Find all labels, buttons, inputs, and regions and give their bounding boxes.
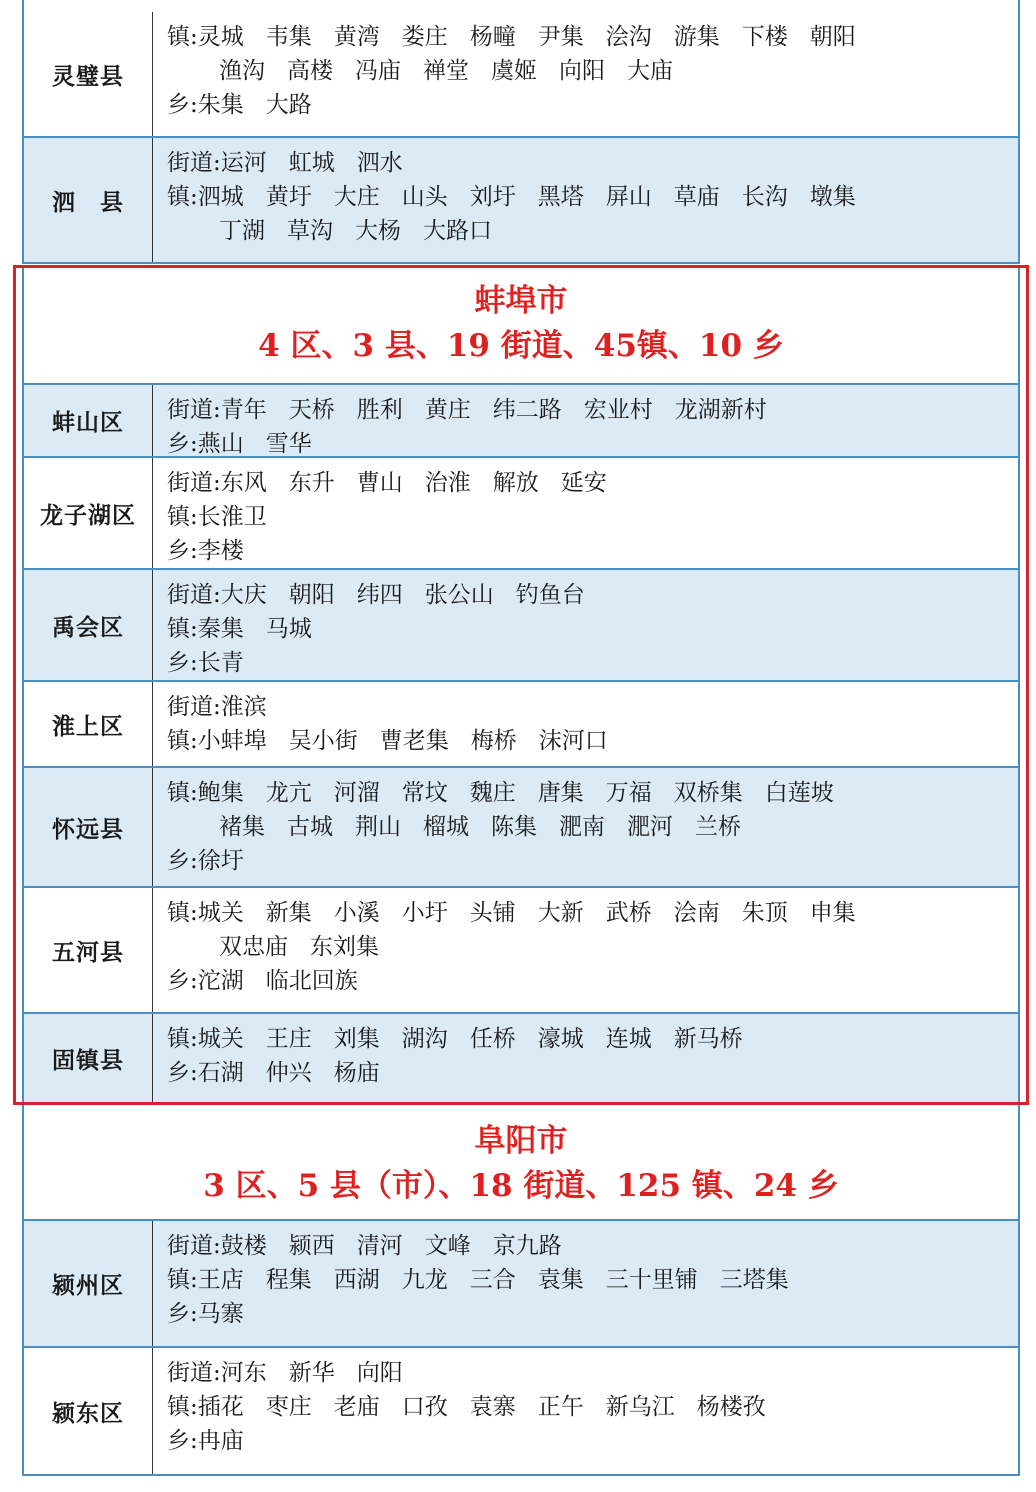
division-type-label: 乡: <box>167 92 198 118</box>
table-row <box>22 138 1020 264</box>
division-item: 徐圩 <box>197 848 244 874</box>
division-item: 头铺 <box>469 900 516 926</box>
division-type-label: 街道: <box>167 1360 221 1386</box>
division-item: 石湖 <box>197 1060 244 1086</box>
division-line <box>167 1297 1018 1331</box>
division-item: 冯庙 <box>355 58 401 84</box>
table-row <box>22 682 1020 768</box>
division-item: 钓鱼台 <box>515 582 585 608</box>
division-item: 新华 <box>288 1360 335 1386</box>
division-item: 申集 <box>809 900 856 926</box>
division-type-label: 街道: <box>167 694 221 720</box>
district-divisions <box>153 570 1020 680</box>
division-item: 城关 <box>197 1026 244 1052</box>
district-name: 淮上区 <box>22 682 153 766</box>
division-item: 清河 <box>356 1233 403 1259</box>
district-name: 泗 县 <box>22 138 153 262</box>
division-line <box>167 1056 1018 1090</box>
city-name: 蚌埠市 <box>474 283 568 319</box>
division-item: 长淮卫 <box>197 504 267 530</box>
division-item: 东升 <box>288 470 335 496</box>
district-divisions <box>153 682 1020 766</box>
division-item: 韦集 <box>265 24 312 50</box>
division-item: 河溜 <box>333 780 380 806</box>
division-item: 双忠庙 <box>219 934 288 960</box>
division-item: 高楼 <box>287 58 333 84</box>
division-item: 屏山 <box>605 184 652 210</box>
division-item: 虞姬 <box>491 58 537 84</box>
division-type-label: 镇: <box>167 1267 198 1293</box>
division-line <box>167 1390 1018 1424</box>
division-line <box>167 690 1018 724</box>
division-item: 老庙 <box>333 1394 380 1420</box>
division-item: 纬四 <box>356 582 403 608</box>
division-item: 小溪 <box>333 900 380 926</box>
division-line <box>167 1424 1018 1458</box>
division-item: 山头 <box>401 184 448 210</box>
division-line <box>167 1229 1018 1263</box>
district-name: 固镇县 <box>22 1014 153 1103</box>
division-item: 纬二路 <box>492 397 562 423</box>
division-item: 鲍集 <box>197 780 244 806</box>
division-line <box>167 180 1018 214</box>
division-item: 下楼 <box>741 24 788 50</box>
division-type-label: 乡: <box>167 848 198 874</box>
division-type-label: 镇: <box>167 616 198 642</box>
division-item: 魏庄 <box>469 780 516 806</box>
division-item: 颍西 <box>288 1233 335 1259</box>
division-item: 虹城 <box>288 150 335 176</box>
division-item: 仲兴 <box>265 1060 312 1086</box>
division-item: 三十里铺 <box>605 1267 698 1293</box>
division-item: 朱集 <box>197 92 244 118</box>
division-item: 常坟 <box>401 780 448 806</box>
division-type-label: 街道: <box>167 150 221 176</box>
division-item: 袁寨 <box>469 1394 516 1420</box>
division-item: 朝阳 <box>288 582 335 608</box>
table-row <box>22 1348 1020 1476</box>
division-type-label: 镇: <box>167 24 198 50</box>
division-item: 口孜 <box>401 1394 448 1420</box>
division-item: 程集 <box>265 1267 312 1293</box>
district-divisions <box>153 768 1020 886</box>
division-type-label: 镇: <box>167 1394 198 1420</box>
division-item: 黄圩 <box>265 184 312 210</box>
city-header-bengbu <box>22 265 1020 383</box>
division-item: 插花 <box>197 1394 244 1420</box>
division-item: 淮滨 <box>220 694 267 720</box>
division-line <box>167 1356 1018 1390</box>
division-item: 朱顶 <box>741 900 788 926</box>
division-item: 墩集 <box>809 184 856 210</box>
division-item: 青年 <box>220 397 267 423</box>
division-item: 宏业村 <box>583 397 653 423</box>
division-line <box>167 146 1018 180</box>
division-item: 文峰 <box>424 1233 471 1259</box>
division-item: 吴小街 <box>288 728 358 754</box>
division-line <box>167 724 1018 758</box>
division-item: 新乌江 <box>605 1394 675 1420</box>
division-item: 龙亢 <box>265 780 312 806</box>
division-item: 西湖 <box>333 1267 380 1293</box>
division-item: 九龙 <box>401 1267 448 1293</box>
division-type-label: 街道: <box>167 470 221 496</box>
division-item: 陈集 <box>491 814 537 840</box>
division-item: 任桥 <box>469 1026 516 1052</box>
division-item: 荆山 <box>355 814 401 840</box>
division-line <box>167 427 1018 461</box>
division-item: 大庙 <box>627 58 673 84</box>
division-item: 杨疃 <box>469 24 516 50</box>
division-line <box>167 776 1018 810</box>
district-name: 龙子湖区 <box>22 458 153 568</box>
division-line <box>167 896 1018 930</box>
division-item: 古城 <box>287 814 333 840</box>
division-line <box>167 964 1018 998</box>
division-line <box>167 393 1018 427</box>
division-item: 双桥集 <box>673 780 743 806</box>
division-item: 浍沟 <box>605 24 652 50</box>
division-item: 冉庙 <box>197 1428 244 1454</box>
division-type-label: 乡: <box>167 538 198 564</box>
division-item: 大路 <box>265 92 312 118</box>
division-item: 长沟 <box>741 184 788 210</box>
table-row <box>22 12 1020 138</box>
division-type-label: 乡: <box>167 1060 198 1086</box>
division-item: 大路口 <box>423 218 492 244</box>
division-item: 小蚌埠 <box>197 728 267 754</box>
division-line <box>167 844 1018 878</box>
district-name: 五河县 <box>22 888 153 1012</box>
division-item: 草庙 <box>673 184 720 210</box>
division-item: 雪华 <box>265 431 312 457</box>
division-type-label: 乡: <box>167 968 198 994</box>
division-item: 治淮 <box>424 470 471 496</box>
division-item: 榴城 <box>423 814 469 840</box>
division-line <box>167 214 1018 248</box>
division-item: 淝南 <box>559 814 605 840</box>
division-item: 临北回族 <box>265 968 358 994</box>
table-row <box>22 768 1020 888</box>
division-item: 曹老集 <box>379 728 449 754</box>
division-line <box>167 20 1018 54</box>
district-divisions <box>153 458 1020 568</box>
division-item: 万福 <box>605 780 652 806</box>
district-name: 蚌山区 <box>22 385 153 456</box>
division-type-label: 乡: <box>167 650 198 676</box>
division-item: 东刘集 <box>310 934 379 960</box>
district-divisions <box>153 1348 1020 1474</box>
division-item: 天桥 <box>288 397 335 423</box>
city-summary: 4 区、3 县、19 街道、45镇、10 乡 <box>258 328 784 364</box>
division-item: 长青 <box>197 650 244 676</box>
division-item: 大杨 <box>355 218 401 244</box>
division-item: 武桥 <box>605 900 652 926</box>
division-item: 泗水 <box>356 150 403 176</box>
division-item: 袁集 <box>537 1267 584 1293</box>
division-type-label: 乡: <box>167 1428 198 1454</box>
division-item: 枣庄 <box>265 1394 312 1420</box>
division-item: 黑塔 <box>537 184 584 210</box>
table-row <box>22 888 1020 1014</box>
division-item: 京九路 <box>492 1233 562 1259</box>
division-item: 兰桥 <box>695 814 741 840</box>
division-item: 渔沟 <box>219 58 265 84</box>
district-divisions <box>153 888 1020 1012</box>
table-row <box>22 458 1020 570</box>
division-line <box>167 534 1018 568</box>
division-item: 马城 <box>265 616 312 642</box>
division-item: 唐集 <box>537 780 584 806</box>
division-item: 东风 <box>220 470 267 496</box>
division-item: 李楼 <box>197 538 244 564</box>
division-line <box>167 612 1018 646</box>
division-item: 娄庄 <box>401 24 448 50</box>
division-item: 浍南 <box>673 900 720 926</box>
division-item: 白莲坡 <box>764 780 834 806</box>
division-line <box>167 54 1018 88</box>
division-item: 三塔集 <box>719 1267 789 1293</box>
division-item: 朝阳 <box>809 24 856 50</box>
division-type-label: 街道: <box>167 582 221 608</box>
table-row <box>22 1219 1020 1348</box>
district-divisions <box>153 1014 1020 1103</box>
division-item: 褚集 <box>219 814 265 840</box>
division-item: 张公山 <box>424 582 494 608</box>
division-item: 禅堂 <box>423 58 469 84</box>
district-divisions <box>153 1221 1020 1346</box>
division-item: 解放 <box>492 470 539 496</box>
division-item: 杨庙 <box>333 1060 380 1086</box>
division-item: 刘圩 <box>469 184 516 210</box>
division-item: 大庆 <box>220 582 267 608</box>
table-row <box>22 383 1020 458</box>
division-item: 黄湾 <box>333 24 380 50</box>
division-item: 曹山 <box>356 470 403 496</box>
division-type-label: 镇: <box>167 780 198 806</box>
city-name: 阜阳市 <box>474 1123 568 1159</box>
division-item: 新马桥 <box>673 1026 743 1052</box>
division-item: 刘集 <box>333 1026 380 1052</box>
division-item: 向阳 <box>356 1360 403 1386</box>
division-line <box>167 1263 1018 1297</box>
division-item: 湖沟 <box>401 1026 448 1052</box>
division-item: 河东 <box>220 1360 267 1386</box>
division-item: 马寨 <box>197 1301 244 1327</box>
division-type-label: 乡: <box>167 431 198 457</box>
division-item: 淝河 <box>627 814 673 840</box>
district-name: 颍州区 <box>22 1221 153 1346</box>
division-item: 王店 <box>197 1267 244 1293</box>
division-line <box>167 810 1018 844</box>
division-item: 沱湖 <box>197 968 244 994</box>
district-name: 颍东区 <box>22 1348 153 1474</box>
city-summary: 3 区、5 县（市）、18 街道、125 镇、24 乡 <box>203 1168 839 1204</box>
division-line <box>167 1022 1018 1056</box>
district-divisions <box>153 12 1020 136</box>
division-item: 城关 <box>197 900 244 926</box>
district-divisions <box>153 385 1020 456</box>
division-line <box>167 578 1018 612</box>
division-type-label: 镇: <box>167 728 198 754</box>
division-item: 延安 <box>560 470 607 496</box>
division-item: 正午 <box>537 1394 584 1420</box>
division-item: 丁湖 <box>219 218 265 244</box>
division-item: 王庄 <box>265 1026 312 1052</box>
district-name: 禹会区 <box>22 570 153 680</box>
division-item: 大庄 <box>333 184 380 210</box>
division-item: 泗城 <box>197 184 244 210</box>
division-type-label: 镇: <box>167 184 198 210</box>
division-item: 胜利 <box>356 397 403 423</box>
district-divisions <box>153 138 1020 262</box>
division-item: 秦集 <box>197 616 244 642</box>
division-line <box>167 88 1018 122</box>
table-row <box>22 1014 1020 1105</box>
division-item: 游集 <box>673 24 720 50</box>
district-name: 怀远县 <box>22 768 153 886</box>
division-type-label: 镇: <box>167 504 198 530</box>
division-type-label: 街道: <box>167 397 221 423</box>
division-item: 大新 <box>537 900 584 926</box>
division-item: 连城 <box>605 1026 652 1052</box>
division-item: 向阳 <box>559 58 605 84</box>
division-item: 燕山 <box>197 431 244 457</box>
division-item: 杨楼孜 <box>696 1394 766 1420</box>
division-item: 鼓楼 <box>220 1233 267 1259</box>
division-item: 尹集 <box>537 24 584 50</box>
district-name: 灵璧县 <box>22 12 153 136</box>
division-line <box>167 500 1018 534</box>
table-row <box>22 570 1020 682</box>
division-line <box>167 466 1018 500</box>
division-item: 龙湖新村 <box>674 397 767 423</box>
city-header-fuyang <box>22 1105 1020 1219</box>
division-item: 小圩 <box>401 900 448 926</box>
division-line <box>167 646 1018 680</box>
division-item: 梅桥 <box>470 728 517 754</box>
division-item: 濠城 <box>537 1026 584 1052</box>
division-item: 灵城 <box>197 24 244 50</box>
division-type-label: 镇: <box>167 900 198 926</box>
division-item: 黄庄 <box>424 397 471 423</box>
division-type-label: 乡: <box>167 1301 198 1327</box>
division-item: 草沟 <box>287 218 333 244</box>
division-type-label: 街道: <box>167 1233 221 1259</box>
division-type-label: 镇: <box>167 1026 198 1052</box>
division-item: 运河 <box>220 150 267 176</box>
division-item: 沫河口 <box>538 728 608 754</box>
division-item: 三合 <box>469 1267 516 1293</box>
division-line <box>167 930 1018 964</box>
division-item: 新集 <box>265 900 312 926</box>
